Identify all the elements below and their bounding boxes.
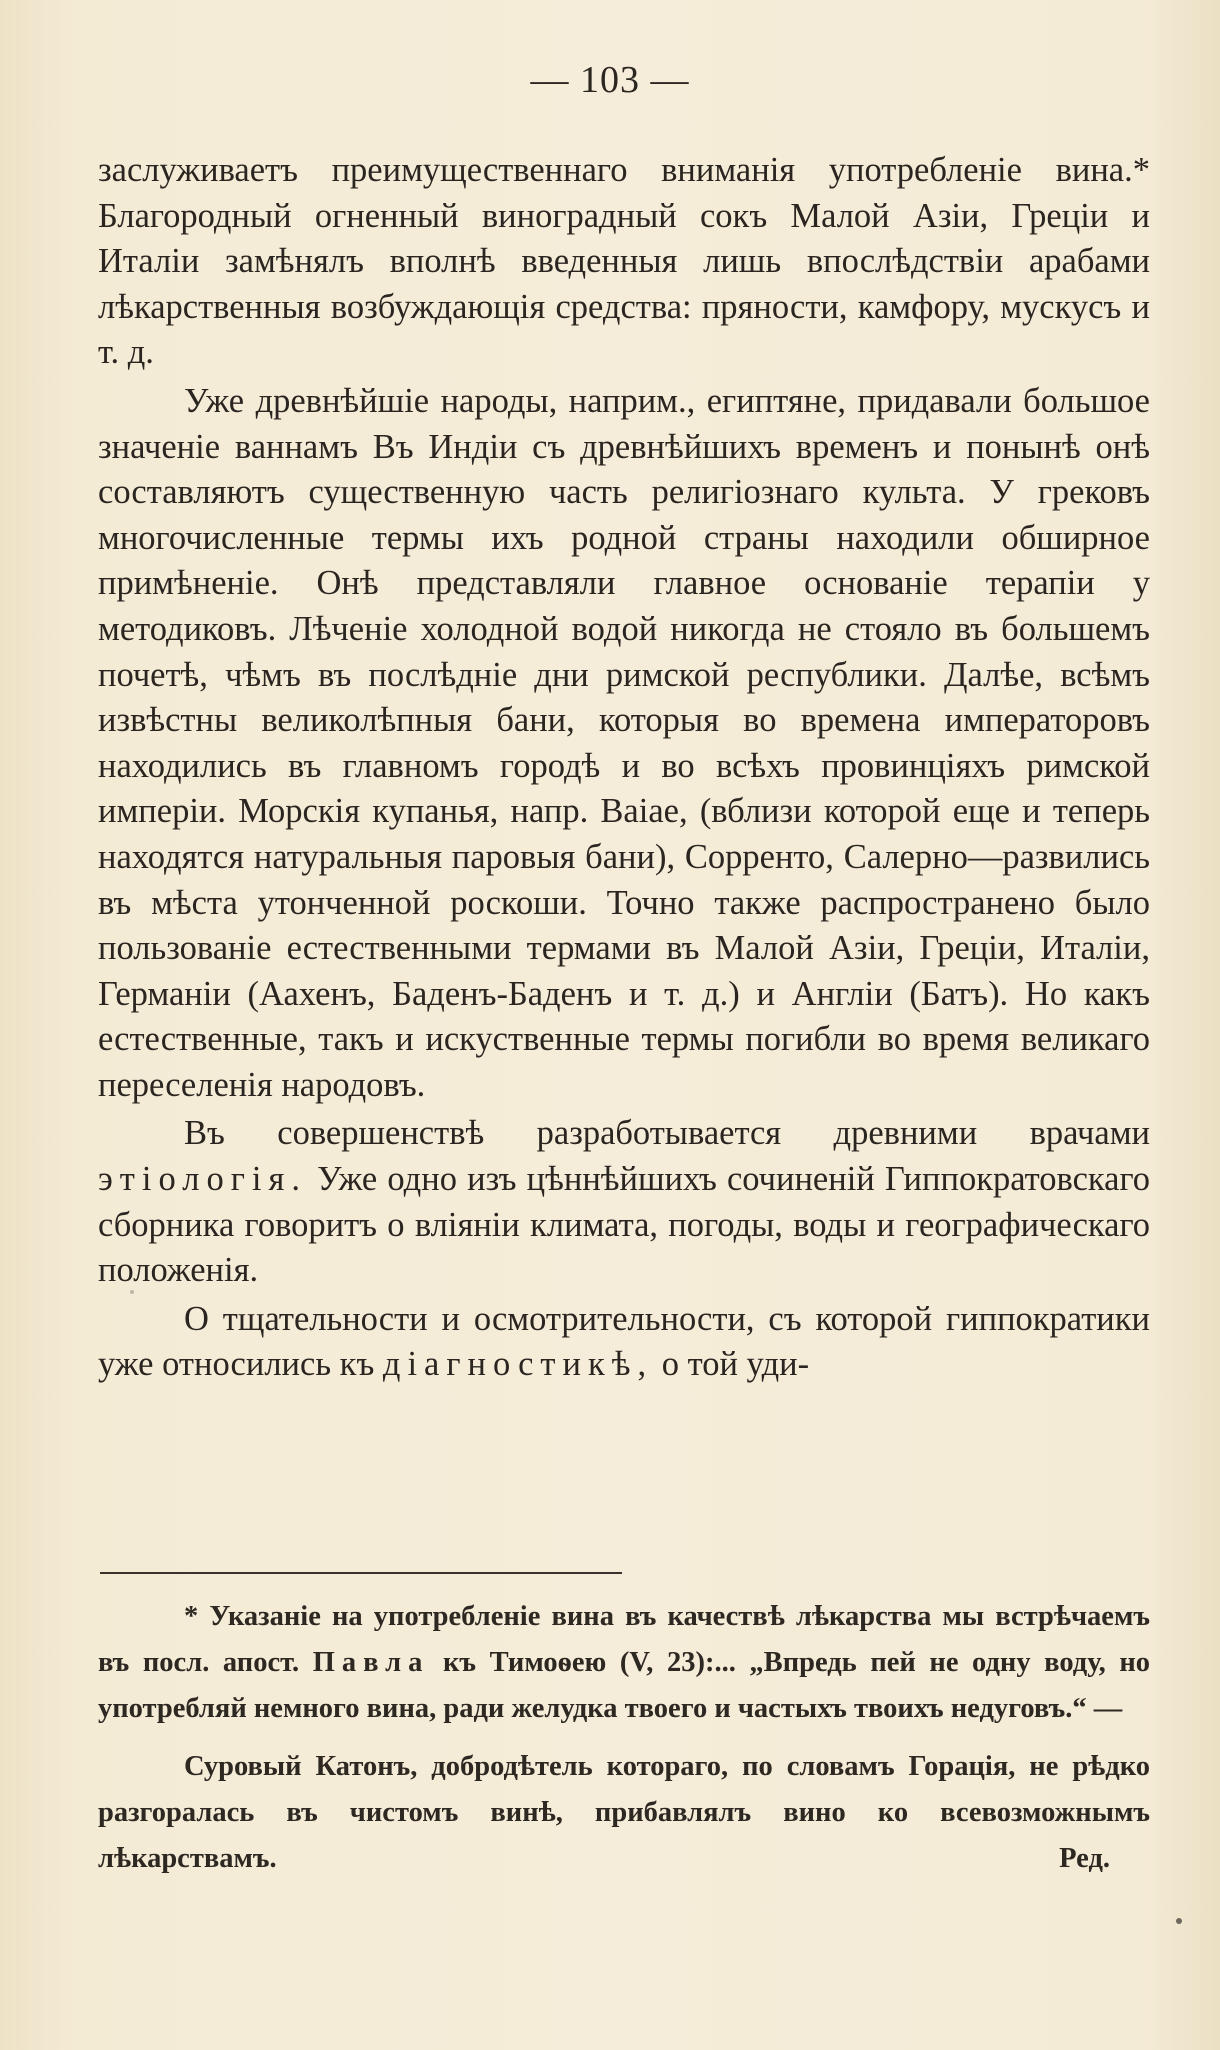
paper-speck (130, 1290, 134, 1294)
paragraph-4-end: о той уди- (661, 1345, 810, 1384)
diagnostics-term: діагностикѣ, (382, 1345, 654, 1384)
paper-speck (1176, 1918, 1182, 1924)
etiology-term: этіологія. (98, 1160, 307, 1199)
paragraph-4 (98, 1297, 1150, 1388)
editor-signature: Ред. (1059, 1843, 1110, 1874)
paragraph-3 (98, 1111, 1150, 1293)
main-text (98, 148, 1150, 1388)
paragraph-3-start: Въ совершенствѣ разработывается древними врачами (184, 1114, 1150, 1153)
footnote-1 (98, 1594, 1150, 1732)
footnote-1-name: Павла (312, 1647, 430, 1678)
paragraph-2: Уже древнѣйшіе народы, наприм., египтяне, придавали большое значеніе ваннамъ Въ Индіи съ древнѣйшихъ временъ и понынѣ онѣ составляютъ существенную часть религіознаго культа. У грековъ многочисленные термы ихъ родной страны находили обширное примѣненіе. Онѣ представляли главное основаніе терапіи у методиковъ. Лѣченіе холодной водой никогда не стояло въ большемъ почетѣ, чѣмъ въ послѣдніе дни римской республики. Далѣе, всѣмъ извѣстны великолѣпныя бани, которыя во времена императоровъ находились въ главномъ городѣ и во всѣхъ провинціяхъ римской имперіи. Морскія купанья, напр. Ваіае, (вблизи которой еще и теперь находятся натуральныя паровыя бани), Сорренто, Салерно—развились въ мѣста утонченной роскоши. Точно также распространено было пользованіе естественными термами въ Малой Азіи, Греціи, Италіи, Германіи (Аахенъ, Баденъ-Баденъ и т. д.) и Англіи (Батъ). Но какъ естественные, такъ и искуственные термы погибли во время великаго переселенія народовъ. (98, 381, 1150, 1104)
footnote-1-end: къ Тимоѳею (V, 23):... „Впредь пей не одну воду, но употребляй немного вина, ради желудка твоего и частыхъ твоихъ недуговъ.“ — (98, 1647, 1150, 1724)
footnote-1-start: * Указаніе на употребленіе вина въ качествѣ лѣкарства мы встрѣчаемъ въ посл. апост. (98, 1601, 1150, 1678)
footnote-2 (98, 1744, 1150, 1882)
paragraph-3-end: Уже одно изъ цѣннѣйшихъ сочиненій Гиппократовскаго сборника говоритъ о вліяніи климата, погоды, воды и географическаго положенія. (98, 1160, 1150, 1290)
page-number: — 103 — (530, 59, 690, 101)
paragraph-1: заслуживаетъ преимущественнаго вниманія употребленіе вина.* Благородный огненный виноградный сокъ Малой Азіи, Греціи и Италіи замѣнялъ вполнѣ введенныя лишь впослѣдствіи арабами лѣкарственныя возбуждающія средства: пряности, камфору, мускусъ и т. д. (98, 151, 1150, 372)
paragraph-4-start: О тщательности и осмотрительности, съ которой гиппократики уже относились къ (98, 1299, 1150, 1384)
footnotes (98, 1594, 1150, 1882)
footnote-divider (100, 1572, 622, 1574)
footnote-2-text: Суровый Катонъ, добродѣтель котораго, по словамъ Горація, не рѣдко разгоралась въ чистомъ винѣ, прибавлялъ вино ко всевозможнымъ лѣкарствамъ. (98, 1751, 1150, 1874)
